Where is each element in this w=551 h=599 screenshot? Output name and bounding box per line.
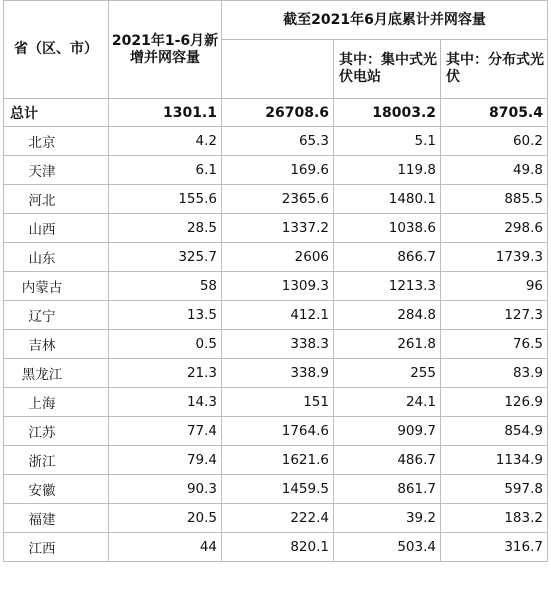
- province-name: 浙江: [4, 446, 109, 475]
- centralized-cell: 5.1: [334, 127, 441, 156]
- centralized-cell: 24.1: [334, 388, 441, 417]
- table-row: [4, 475, 548, 504]
- header-province: 省（区、市）: [4, 1, 109, 99]
- centralized-cell: 39.2: [334, 504, 441, 533]
- table-row: [4, 185, 548, 214]
- distributed-cell: 49.8: [441, 156, 548, 185]
- province-name: 江西: [4, 533, 109, 562]
- total-new: 1301.1: [109, 99, 222, 127]
- centralized-cell: 255: [334, 359, 441, 388]
- province-name: 辽宁: [4, 301, 109, 330]
- province-name: 内蒙古: [4, 272, 109, 301]
- table-row: [4, 214, 548, 243]
- cumulative-cell: 151: [222, 388, 334, 417]
- cumulative-cell: 338.3: [222, 330, 334, 359]
- distributed-cell: 76.5: [441, 330, 548, 359]
- cumulative-cell: 169.6: [222, 156, 334, 185]
- header-centralized: 其中：集中式光伏电站: [334, 40, 441, 99]
- cumulative-cell: 820.1: [222, 533, 334, 562]
- province-name: 山东: [4, 243, 109, 272]
- table-row: [4, 504, 548, 533]
- table-row: [4, 330, 548, 359]
- distributed-cell: 597.8: [441, 475, 548, 504]
- total-label: 总计: [4, 99, 109, 127]
- distributed-cell: 316.7: [441, 533, 548, 562]
- province-name: 河北: [4, 185, 109, 214]
- centralized-cell: 1213.3: [334, 272, 441, 301]
- cumulative-cell: 1337.2: [222, 214, 334, 243]
- distributed-cell: 885.5: [441, 185, 548, 214]
- distributed-cell: 1739.3: [441, 243, 548, 272]
- province-name: 北京: [4, 127, 109, 156]
- cumulative-cell: 1764.6: [222, 417, 334, 446]
- distributed-cell: 127.3: [441, 301, 548, 330]
- distributed-cell: 126.9: [441, 388, 548, 417]
- total-row: [4, 99, 548, 127]
- header-new-capacity: 2021年1-6月新增并网容量: [109, 1, 222, 99]
- distributed-cell: 298.6: [441, 214, 548, 243]
- table-row: [4, 446, 548, 475]
- table-row: [4, 417, 548, 446]
- table-row: [4, 301, 548, 330]
- centralized-cell: 866.7: [334, 243, 441, 272]
- new-capacity-cell: 28.5: [109, 214, 222, 243]
- header-distributed: 其中：分布式光伏: [441, 40, 548, 99]
- new-capacity-cell: 21.3: [109, 359, 222, 388]
- centralized-cell: 284.8: [334, 301, 441, 330]
- centralized-cell: 1480.1: [334, 185, 441, 214]
- centralized-cell: 486.7: [334, 446, 441, 475]
- province-name: 黑龙江: [4, 359, 109, 388]
- new-capacity-cell: 6.1: [109, 156, 222, 185]
- new-capacity-cell: 90.3: [109, 475, 222, 504]
- table-row: [4, 243, 548, 272]
- new-capacity-cell: 0.5: [109, 330, 222, 359]
- total-centralized: 18003.2: [334, 99, 441, 127]
- table-row: [4, 156, 548, 185]
- cumulative-cell: 65.3: [222, 127, 334, 156]
- new-capacity-cell: 155.6: [109, 185, 222, 214]
- table-header: [4, 1, 548, 99]
- new-capacity-cell: 325.7: [109, 243, 222, 272]
- distributed-cell: 854.9: [441, 417, 548, 446]
- cumulative-cell: 338.9: [222, 359, 334, 388]
- province-name: 福建: [4, 504, 109, 533]
- cumulative-cell: 1309.3: [222, 272, 334, 301]
- distributed-cell: 96: [441, 272, 548, 301]
- province-name: 江苏: [4, 417, 109, 446]
- centralized-cell: 261.8: [334, 330, 441, 359]
- centralized-cell: 861.7: [334, 475, 441, 504]
- cumulative-cell: 412.1: [222, 301, 334, 330]
- centralized-cell: 909.7: [334, 417, 441, 446]
- cumulative-cell: 222.4: [222, 504, 334, 533]
- header-cumulative: 截至2021年6月底累计并网容量: [222, 1, 548, 40]
- capacity-table: [3, 0, 548, 562]
- new-capacity-cell: 4.2: [109, 127, 222, 156]
- table-row: [4, 359, 548, 388]
- cumulative-cell: 1621.6: [222, 446, 334, 475]
- new-capacity-cell: 58: [109, 272, 222, 301]
- total-cumulative: 26708.6: [222, 99, 334, 127]
- centralized-cell: 119.8: [334, 156, 441, 185]
- new-capacity-cell: 13.5: [109, 301, 222, 330]
- cumulative-cell: 2606: [222, 243, 334, 272]
- new-capacity-cell: 14.3: [109, 388, 222, 417]
- province-name: 安徽: [4, 475, 109, 504]
- distributed-cell: 83.9: [441, 359, 548, 388]
- table-row: [4, 272, 548, 301]
- cumulative-cell: 1459.5: [222, 475, 334, 504]
- province-name: 山西: [4, 214, 109, 243]
- table-row: [4, 388, 548, 417]
- new-capacity-cell: 44: [109, 533, 222, 562]
- table-row: [4, 533, 548, 562]
- centralized-cell: 1038.6: [334, 214, 441, 243]
- centralized-cell: 503.4: [334, 533, 441, 562]
- new-capacity-cell: 77.4: [109, 417, 222, 446]
- distributed-cell: 60.2: [441, 127, 548, 156]
- province-rows: [4, 127, 548, 562]
- new-capacity-cell: 79.4: [109, 446, 222, 475]
- province-name: 吉林: [4, 330, 109, 359]
- table-row: [4, 127, 548, 156]
- province-name: 上海: [4, 388, 109, 417]
- distributed-cell: 1134.9: [441, 446, 548, 475]
- cumulative-cell: 2365.6: [222, 185, 334, 214]
- total-distributed: 8705.4: [441, 99, 548, 127]
- distributed-cell: 183.2: [441, 504, 548, 533]
- new-capacity-cell: 20.5: [109, 504, 222, 533]
- province-name: 天津: [4, 156, 109, 185]
- header-sub-total: [222, 40, 334, 99]
